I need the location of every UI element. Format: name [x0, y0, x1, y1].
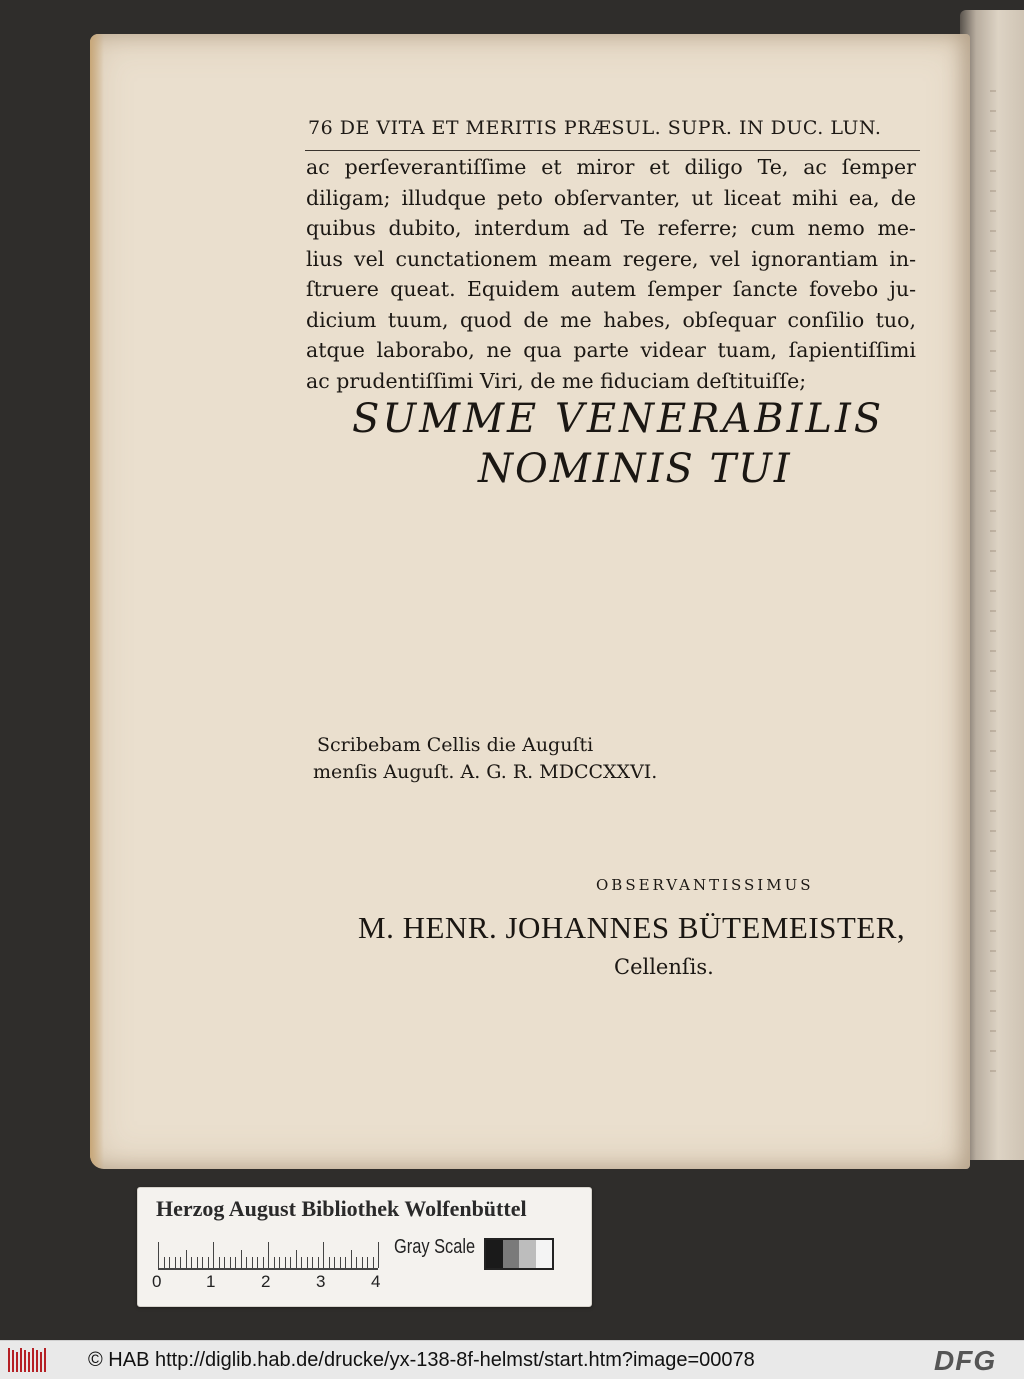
ruler-tick [263, 1257, 264, 1268]
ruler-number: 2 [261, 1272, 271, 1291]
ruler-tick [329, 1257, 330, 1268]
ruler-tick [290, 1257, 291, 1268]
signature-city: Cellenſis. [614, 955, 714, 979]
ruler-tick [186, 1250, 187, 1268]
closing-title-line2: NOMINIS TUI [478, 446, 792, 492]
ruler-tick [235, 1257, 236, 1268]
closing-title-line1: SUMME VENERABILIS [352, 396, 885, 442]
body-line: ſtruere queat. Equidem autem ſemper ſancte fovebo ju- [306, 277, 916, 301]
ruler-tick [268, 1242, 269, 1268]
ruler-tick [175, 1257, 176, 1268]
ruler-tick [202, 1257, 203, 1268]
gray-scale-label: Gray Scale [394, 1236, 476, 1258]
ruler-tick [351, 1250, 352, 1268]
header-rule [305, 150, 920, 151]
logo-bar [8, 1348, 10, 1372]
body-line: diligam; illudque peto obſervanter, ut liceat mihi ea, de [306, 185, 916, 210]
ruler-number: 0 [152, 1272, 162, 1291]
scale-ruler [158, 1240, 378, 1270]
gray-swatch [486, 1240, 503, 1268]
ruler-tick [367, 1257, 368, 1268]
logo-bar [28, 1352, 30, 1372]
gray-swatch [519, 1240, 536, 1268]
body-line: dicium tuum, quod de me habes, obſequar conſilio tuo, [306, 307, 916, 332]
body-line: lius vel cunctationem meam regere, vel ignorantiam in- [306, 246, 916, 271]
logo-bar [20, 1348, 22, 1372]
ruler-number: 1 [206, 1272, 216, 1291]
logo-bar [40, 1352, 42, 1372]
ruler-tick [373, 1257, 374, 1268]
ruler-tick [257, 1257, 258, 1268]
ruler-tick [224, 1257, 225, 1268]
date-line: menſis Auguſt. A. G. R. MDCCXXVI. [313, 761, 658, 783]
hab-logo-icon [8, 1348, 48, 1372]
ruler-tick [340, 1257, 341, 1268]
ruler-tick [301, 1257, 302, 1268]
library-name: Herzog August Bibliothek Wolfenbüttel [156, 1196, 527, 1221]
dfg-logo-icon: DFG [934, 1345, 997, 1376]
gray-scale-swatches [484, 1238, 554, 1270]
ruler-tick [241, 1250, 242, 1268]
ruler-tick [285, 1257, 286, 1268]
ruler-numbers [150, 1272, 390, 1294]
ruler-tick [169, 1257, 170, 1268]
ruler-tick [307, 1257, 308, 1268]
ruler-tick [208, 1257, 209, 1268]
ruler-tick [296, 1250, 297, 1268]
logo-bar [12, 1350, 14, 1372]
ruler-tick [230, 1257, 231, 1268]
logo-bar [36, 1350, 38, 1372]
ruler-tick [378, 1242, 379, 1268]
ruler-tick [345, 1257, 346, 1268]
running-header-text: 76 DE VITA ET MERITIS PRÆSUL. SUPR. IN DUC. LUN. [308, 117, 882, 139]
ruler-tick [197, 1257, 198, 1268]
ruler-tick [334, 1257, 335, 1268]
footer-copyright-url[interactable]: © HAB http://diglib.hab.de/drucke/yx-138-8f-helmst/start.htm?image=00078 [88, 1349, 755, 1371]
ruler-tick [356, 1257, 357, 1268]
body-paragraph [306, 152, 916, 396]
ruler-tick [180, 1257, 181, 1268]
date-line: Scribebam Cellis die Auguſti [317, 734, 594, 756]
ruler-tick [279, 1257, 280, 1268]
ruler-tick [252, 1257, 253, 1268]
signature-label: OBSERVANTISSIMUS [596, 876, 814, 894]
gray-swatch [503, 1240, 520, 1268]
library-label-card [137, 1187, 592, 1307]
body-line: quibus dubito, interdum ad Te referre; cum nemo me- [306, 216, 916, 240]
ruler-tick [191, 1257, 192, 1268]
ruler-tick [219, 1257, 220, 1268]
ruler-tick [323, 1242, 324, 1268]
body-line: ac perſeverantiſſime et miror et diligo Te, ac ſemper [306, 155, 916, 179]
gray-swatch [536, 1240, 553, 1268]
ruler-tick [318, 1257, 319, 1268]
ruler-tick [158, 1242, 159, 1268]
ruler-tick [246, 1257, 247, 1268]
date-block [313, 732, 713, 786]
ruler-tick [274, 1257, 275, 1268]
body-line: atque laborabo, ne qua parte videar tuam, ſapientiſſimi [306, 338, 916, 362]
logo-bar [32, 1348, 34, 1372]
signature-name: M. HENR. JOHANNES BÜTEMEISTER, [358, 910, 906, 945]
logo-bar [24, 1350, 26, 1372]
ruler-tick [213, 1242, 214, 1268]
logo-bar [16, 1352, 18, 1372]
logo-bar [44, 1348, 46, 1372]
footer-bar [0, 1340, 1024, 1379]
body-line: ac prudentiſſimi Viri, de me fiduciam deſtituiſſe; [306, 368, 807, 393]
ruler-tick [312, 1257, 313, 1268]
ruler-tick [164, 1257, 165, 1268]
ruler-tick [362, 1257, 363, 1268]
ruler-number: 3 [316, 1272, 326, 1291]
ruler-number: 4 [371, 1272, 381, 1291]
